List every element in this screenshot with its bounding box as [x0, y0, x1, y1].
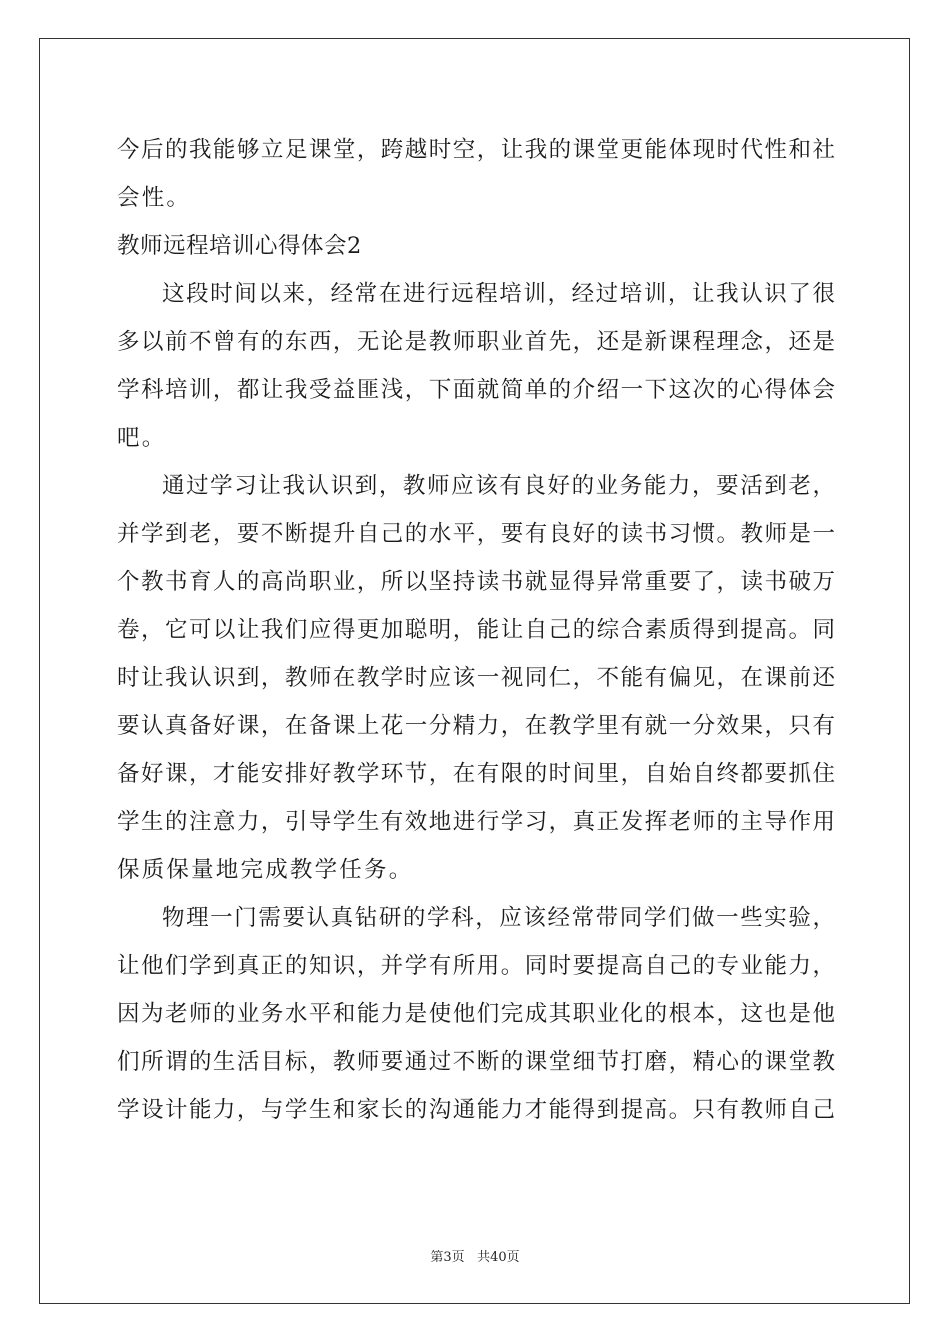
text-line: 们所谓的生活目标，教师要通过不断的课堂细节打磨，精心的课堂教 — [117, 1049, 835, 1075]
text-line: 会性。 — [117, 185, 192, 211]
text-line: 要认真备好课，在备课上花一分精力，在教学里有就一分效果，只有 — [117, 713, 835, 739]
text-line: 让他们学到真正的知识，并学有所用。同时要提高自己的专业能力， — [117, 953, 835, 979]
text-line: 因为老师的业务水平和能力是使他们完成其职业化的根本，这也是他 — [117, 1001, 835, 1027]
page-footer — [0, 1246, 950, 1265]
paragraph-first-line: 物理一门需要认真钻研的学科，应该经常带同学们做一些实验， — [162, 905, 835, 931]
text-line: 学设计能力，与学生和家长的沟通能力才能得到提高。只有教师自己 — [117, 1097, 835, 1123]
text-line: 并学到老，要不断提升自己的水平，要有良好的读书习惯。教师是一 — [117, 521, 835, 547]
text-line: 学生的注意力，引导学生有效地进行学习，真正发挥老师的主导作用 — [117, 809, 835, 835]
text-line: 备好课，才能安排好教学环节，在有限的时间里，自始自终都要抓住 — [117, 761, 835, 787]
text-line: 保质保量地完成教学任务。 — [117, 857, 414, 883]
text-line: 卷，它可以让我们应得更加聪明，能让自己的综合素质得到提高。同 — [117, 617, 835, 643]
text-line: 学科培训，都让我受益匪浅，下面就简单的介绍一下这次的心得体会 — [117, 377, 835, 403]
paragraph-first-line: 通过学习让我认识到，教师应该有良好的业务能力，要活到老， — [162, 473, 835, 499]
text-line: 个教书育人的高尚职业，所以坚持读书就显得异常重要了，读书破万 — [117, 569, 835, 595]
text-line: 吧。 — [117, 425, 167, 451]
total-pages: 共40页 — [477, 1250, 520, 1265]
section-heading: 教师远程培训心得体会2 — [117, 233, 362, 259]
text-line: 今后的我能够立足课堂，跨越时空，让我的课堂更能体现时代性和社 — [117, 137, 835, 163]
page-number: 第3页 — [430, 1250, 465, 1265]
text-line: 时让我认识到，教师在教学时应该一视同仁，不能有偏见，在课前还 — [117, 665, 835, 691]
paragraph-first-line: 这段时间以来，经常在进行远程培训，经过培训，让我认识了很 — [162, 281, 835, 307]
text-line: 多以前不曾有的东西，无论是教师职业首先，还是新课程理念，还是 — [117, 329, 835, 355]
document-body — [117, 126, 835, 1134]
